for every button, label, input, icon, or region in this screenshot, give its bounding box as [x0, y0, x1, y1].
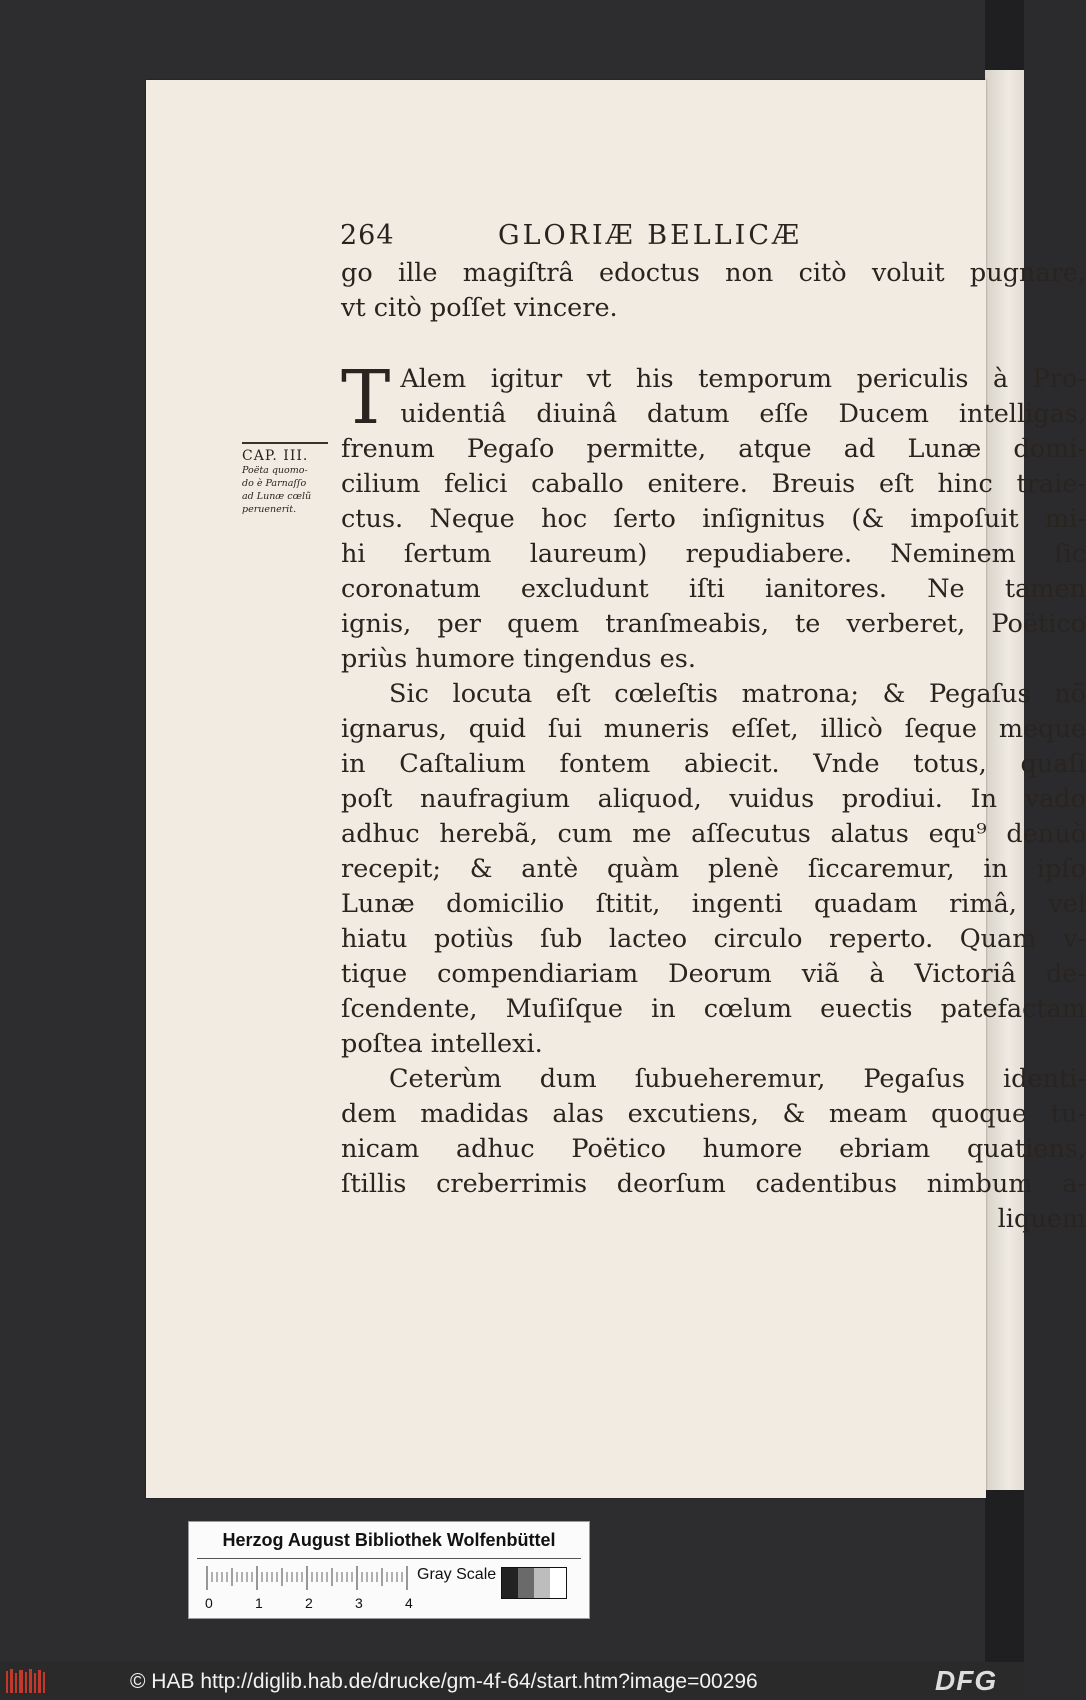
- text-line: poſtea intellexi.: [341, 1029, 543, 1059]
- ruler-number: 3: [355, 1595, 363, 1611]
- page-number: 264: [340, 220, 395, 251]
- body-text: [341, 256, 1086, 1237]
- dfg-logo: DFG: [935, 1665, 998, 1696]
- marginal-note-line: Poëta quomo-: [242, 465, 308, 476]
- chapter-rule: [242, 442, 328, 444]
- text-line: ignarus, quid ſui muneris eſſet, illicò ſeque meque: [341, 714, 1086, 744]
- text-line: go ille magiſtrâ edoctus non citò voluit pugnare,: [341, 258, 1086, 288]
- ruler-number: 1: [255, 1595, 263, 1611]
- text-line: dem madidas alas excutiens, & meam quoque tu-: [341, 1099, 1086, 1129]
- text-line: ignis, per quem tranſmeabis, te verberet, Poëtico: [341, 609, 1086, 639]
- text-line: cilium felici caballo enitere. Breuis eſt hinc traie-: [341, 469, 1086, 499]
- chapter-label: CAP. III.: [242, 448, 309, 464]
- text-line: recepit; & antè quàm plenè ſiccaremur, in ipſo: [341, 854, 1086, 884]
- gray-swatch: [502, 1568, 518, 1598]
- gray-swatch: [550, 1568, 566, 1598]
- hab-barcode-logo: [6, 1667, 48, 1695]
- text-line: hi ſertum laureum) repudiabere. Neminem ſic: [341, 539, 1086, 569]
- text-line: nicam adhuc Poëtico humore ebriam quatiens,: [341, 1134, 1086, 1164]
- text-line: tique compendiariam Deorum viã à Victoriâ de-: [341, 959, 1086, 989]
- text-line: Ceterùm dum ſubueheremur, Pegaſus identi-: [389, 1064, 1086, 1094]
- text-line: adhuc herebã, cum me aſſecutus alatus equ⁹ denuò: [341, 819, 1086, 849]
- catchword: liquem: [997, 1204, 1086, 1234]
- book-page: [146, 80, 1086, 1498]
- text-line: priùs humore tingendus es.: [341, 644, 696, 674]
- text-line: ſcendente, Muſiſque in cœlum euectis patefactam: [341, 994, 1086, 1024]
- text-line: ctus. Neque hoc ſerto inſignitus (& impoſuit mi-: [341, 504, 1086, 534]
- text-line: Alem igitur vt his temporum periculis à Pro-: [400, 364, 1086, 394]
- text-line: in Caſtalium fontem abiecit. Vnde totus, quaſi: [341, 749, 1086, 779]
- ruler-number: 2: [305, 1595, 313, 1611]
- text-line: ſtillis creberrimis deorſum cadentibus nimbum a-: [341, 1169, 1086, 1199]
- gray-swatches: [501, 1567, 567, 1599]
- drop-cap: T: [341, 355, 391, 441]
- gray-swatch: [518, 1568, 534, 1598]
- running-head: GLORIÆ BELLICÆ: [498, 220, 802, 251]
- footer-bar: [0, 1662, 1024, 1700]
- text-line: frenum Pegaſo permitte, atque ad Lunæ domi-: [341, 434, 1086, 464]
- text-line: uidentiâ diuinâ datum eſſe Ducem intelligas,: [400, 399, 1086, 429]
- marginal-note-line: peruenerit.: [242, 504, 297, 515]
- text-line: hiatu potiùs ſub lacteo circulo reperto. Quam v-: [341, 924, 1086, 954]
- marginal-note-line: do è Parnaſſo: [242, 478, 307, 489]
- ruler-number: 4: [405, 1595, 413, 1611]
- color-calibration-bar: [188, 1521, 590, 1619]
- text-line: Lunæ domicilio ſtitit, ingenti quadam rimâ, vel: [341, 889, 1086, 919]
- gray-swatch: [534, 1568, 550, 1598]
- text-line: Sic locuta eſt cœleſtis matrona; & Pegaſus nõ: [389, 679, 1086, 709]
- ruler-number: 0: [205, 1595, 213, 1611]
- text-line: vt citò poſſet vincere.: [341, 293, 618, 323]
- source-url[interactable]: © HAB http://diglib.hab.de/drucke/gm-4f-64/start.htm?image=00296: [130, 1670, 758, 1693]
- text-line: coronatum excludunt iſti ianitores. Ne tamen: [341, 574, 1086, 604]
- chapter-marginalia: [242, 442, 328, 516]
- marginal-note-line: ad Lunæ cœlũ: [242, 491, 312, 502]
- text-line: poſt naufragium aliquod, vuidus prodiui. In vado: [341, 784, 1086, 814]
- gray-scale-label: Gray Scale: [417, 1566, 497, 1583]
- ruler: [207, 1564, 412, 1614]
- library-name: Herzog August Bibliothek Wolfenbüttel: [222, 1530, 556, 1550]
